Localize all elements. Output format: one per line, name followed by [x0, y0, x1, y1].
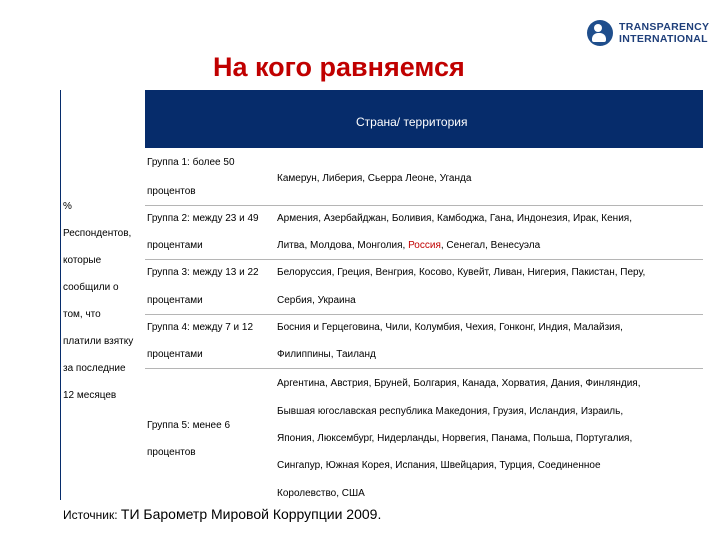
- group-5-countries: Сингапур, Южная Корея, Испания, Швейцария, Турция, Соединенное: [277, 460, 601, 471]
- highlight-country-russia: Россия: [408, 240, 441, 251]
- page-title: На кого равняемся: [213, 52, 465, 82]
- left-label-line: Респондентов,: [63, 228, 132, 239]
- group-5-countries: Япония, Люксембург, Нидерланды, Норвегия, Панама, Польша, Португалия,: [277, 433, 633, 444]
- group-2-countries-before: Литва, Молдова, Монголия,: [277, 240, 409, 251]
- group-5-countries: Аргентина, Австрия, Бруней, Болгария, Канада, Хорватия, Дания, Финляндия,: [277, 378, 641, 389]
- left-label-line: сообщили о: [63, 282, 119, 293]
- ti-logo: [587, 20, 709, 46]
- header-country-label: Страна/ территория: [356, 115, 468, 129]
- person-globe-icon: [587, 20, 613, 46]
- left-label-line: за последние: [63, 363, 126, 374]
- left-label-line: которые: [63, 255, 102, 266]
- group-5-countries: Бывшая югославская республика Македония, Грузия, Исландия, Израиль,: [277, 406, 624, 417]
- group-1-countries: Камерун, Либерия, Сьерра Леоне, Уганда: [277, 173, 472, 184]
- group-2-countries-line-2: [277, 240, 540, 251]
- left-label-line: 12 месяцев: [63, 390, 117, 401]
- row-divider: [145, 368, 703, 369]
- source-note: [63, 506, 381, 522]
- row-divider: [145, 259, 703, 260]
- group-2-countries: Армения, Азербайджан, Боливия, Камбоджа, Гана, Индонезия, Ирак, Кения,: [277, 213, 632, 224]
- group-1-label: Группа 1: более 50: [147, 157, 235, 168]
- source-text: ТИ Барометр Мировой Коррупции 2009.: [120, 506, 382, 522]
- group-4-countries: Филиппины, Таиланд: [277, 349, 376, 360]
- group-3-label: процентами: [147, 295, 203, 306]
- row-divider: [145, 205, 703, 206]
- group-4-countries: Босния и Герцеговина, Чили, Колумбия, Чехия, Гонконг, Индия, Малайзия,: [277, 322, 623, 333]
- source-prefix: Источник:: [63, 508, 121, 522]
- group-1-label: процентов: [147, 186, 196, 197]
- group-2-countries-after: , Сенегал, Венесуэла: [440, 240, 541, 251]
- left-label-line: том, что: [63, 309, 101, 320]
- left-label-line: платили взятку: [63, 336, 134, 347]
- logo-line-2: INTERNATIONAL: [619, 33, 708, 45]
- group-5-countries: Королевство, США: [277, 488, 365, 499]
- row-divider: [145, 314, 703, 315]
- logo-line-1: TRANSPARENCY: [619, 21, 710, 33]
- group-4-label: Группа 4: между 7 и 12: [147, 322, 254, 333]
- group-2-label: процентами: [147, 240, 203, 251]
- group-3-countries: Белоруссия, Греция, Венгрия, Косово, Кувейт, Ливан, Нигерия, Пакистан, Перу,: [277, 267, 646, 278]
- left-label-line: %: [63, 201, 72, 212]
- group-3-label: Группа 3: между 13 и 22: [147, 267, 259, 278]
- group-2-label: Группа 2: между 23 и 49: [147, 213, 259, 224]
- group-3-countries: Сербия, Украина: [277, 295, 356, 306]
- group-5-label: Группа 5: менее 6: [147, 420, 231, 431]
- group-4-label: процентами: [147, 349, 203, 360]
- left-border: [60, 90, 61, 500]
- group-5-label: процентов: [147, 447, 196, 458]
